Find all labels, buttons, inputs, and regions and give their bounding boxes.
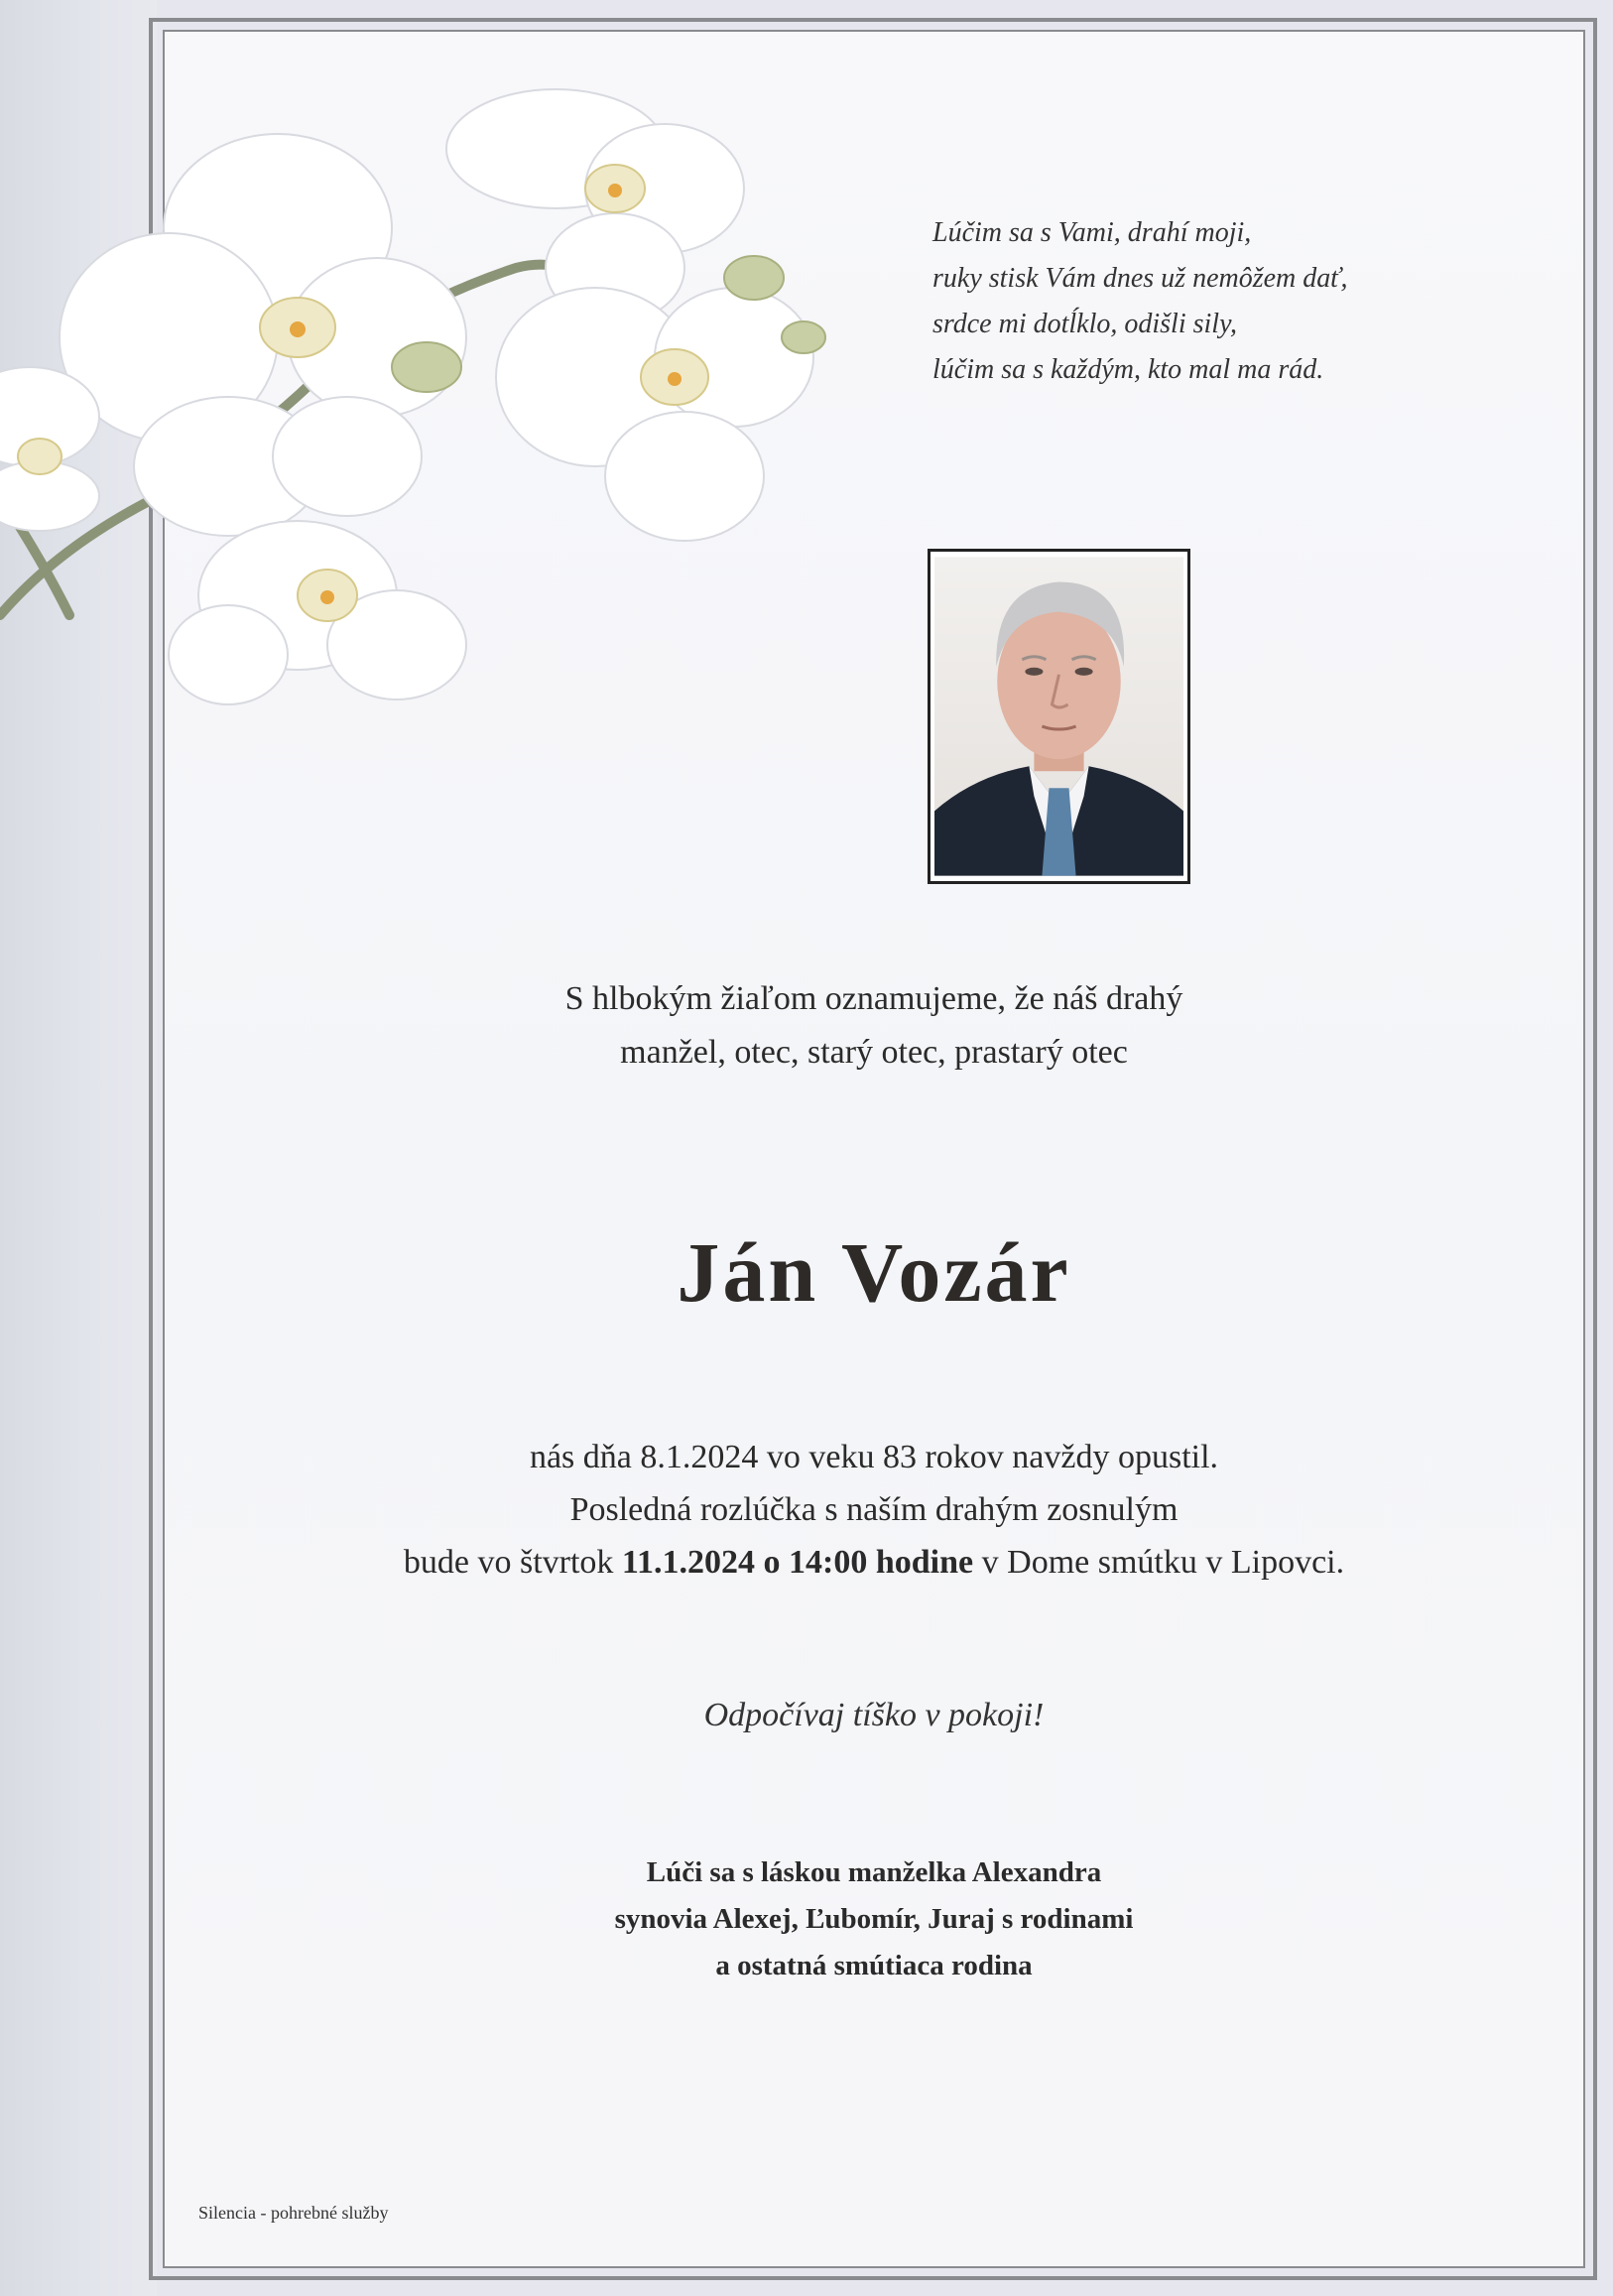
portrait-photo-icon bbox=[934, 556, 1183, 877]
poem bbox=[932, 210, 1528, 393]
details-line: Posledná rozlúčka s naším drahým zosnulým bbox=[569, 1491, 1179, 1528]
farewell-phrase: Odpočívaj tíško v pokoji! bbox=[703, 1697, 1045, 1733]
poem-line: Lúčim sa s Vami, drahí moji, bbox=[932, 217, 1252, 248]
poem-line: ruky stisk Vám dnes už nemôžem dať, bbox=[932, 263, 1348, 294]
funeral-service-company: Silencia - pohrebné služby bbox=[198, 2203, 389, 2223]
mourners-line: Lúči sa s láskou manželka Alexandra bbox=[646, 1856, 1102, 1888]
details-text: v Dome smútku v Lipovci. bbox=[973, 1544, 1345, 1581]
mourners-line: synovia Alexej, Ľubomír, Juraj s rodinami bbox=[614, 1903, 1134, 1935]
poem-line: srdce mi dotĺklo, odišli sily, bbox=[932, 309, 1237, 339]
deceased-name: Ján Vozár bbox=[677, 1224, 1071, 1320]
funeral-date-time: 11.1.2024 o 14:00 hodine bbox=[621, 1544, 974, 1581]
mourners bbox=[163, 1850, 1585, 1989]
details-line: nás dňa 8.1.2024 vo veku 83 rokov navždy opustil. bbox=[529, 1439, 1219, 1475]
poem-line: lúčim sa s každým, kto mal ma rád. bbox=[932, 354, 1324, 385]
orchid-flowers-icon bbox=[0, 79, 853, 714]
details-line bbox=[163, 1536, 1585, 1589]
announcement-line: S hlbokým žiaľom oznamujeme, že náš drahý bbox=[564, 980, 1183, 1017]
portrait-photo bbox=[928, 549, 1190, 884]
announcement bbox=[163, 972, 1585, 1080]
details-text: bude vo štvrtok bbox=[403, 1544, 622, 1581]
announcement-line: manžel, otec, starý otec, prastarý otec bbox=[620, 1034, 1128, 1071]
funeral-details bbox=[163, 1431, 1585, 1589]
mourners-line: a ostatná smútiaca rodina bbox=[715, 1950, 1033, 1981]
